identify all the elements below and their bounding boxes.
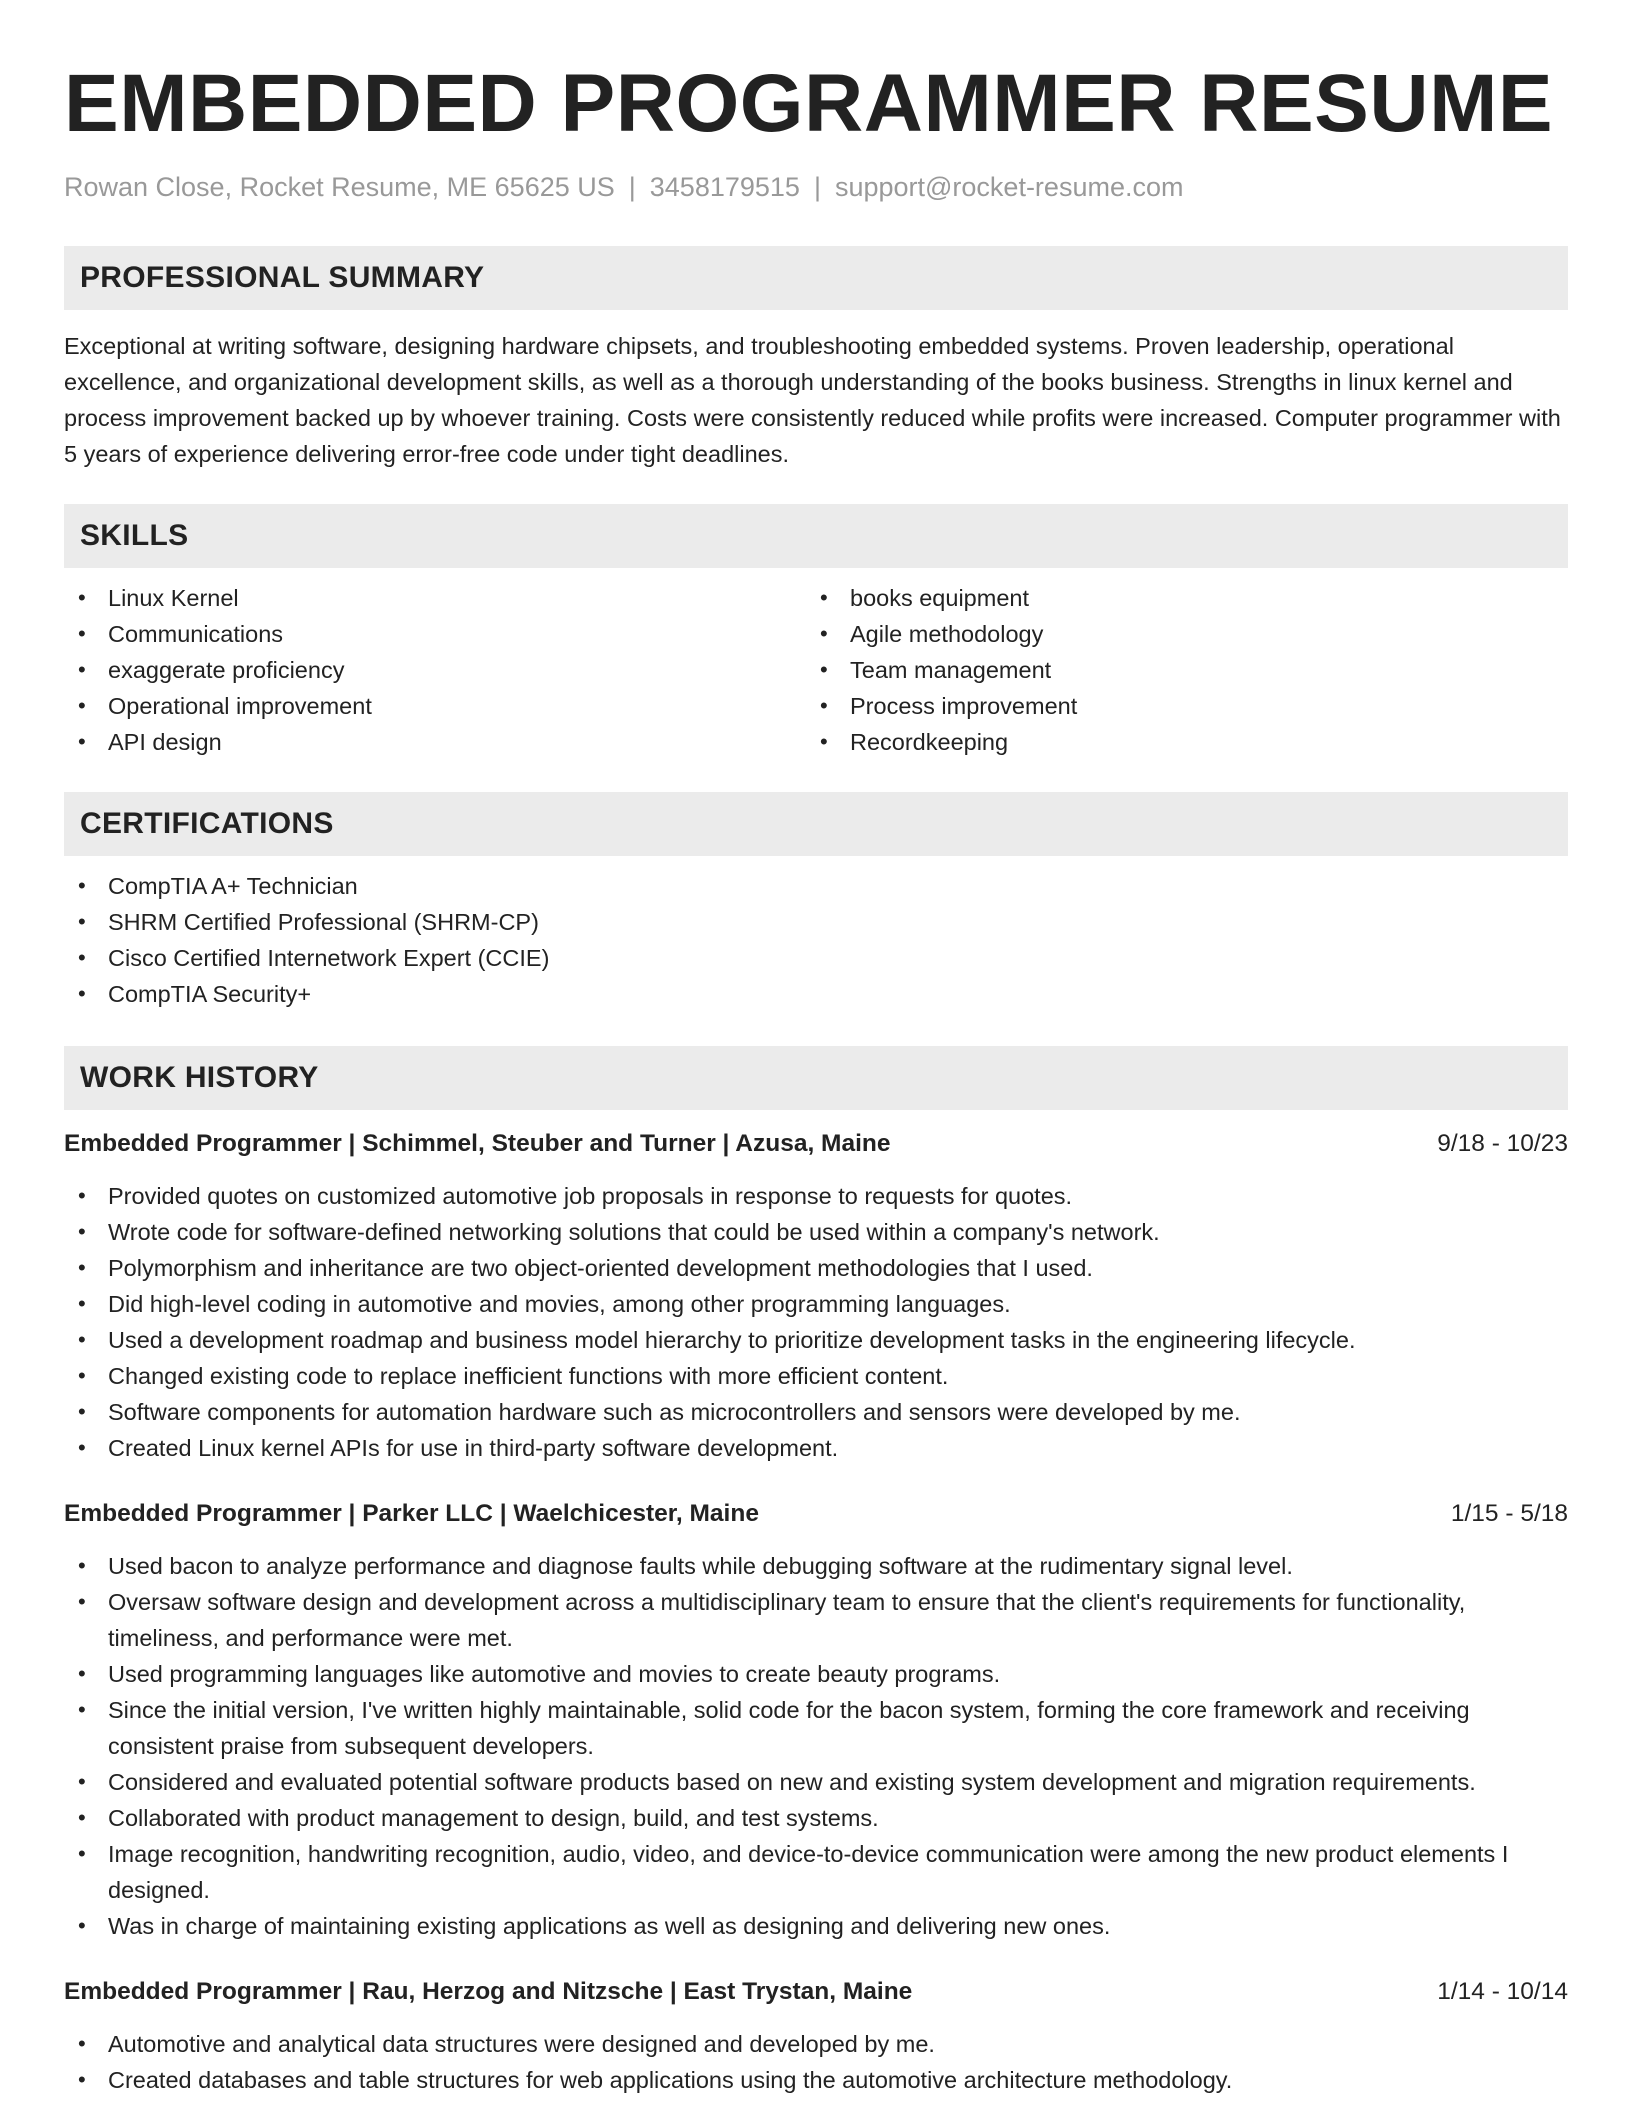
bullet-icon: • [820,729,828,754]
skills-list-right [806,580,1568,760]
bullet-icon: • [78,873,86,898]
job-bullet-text: Since the initial version, I've written highly maintainable, solid code for the bacon system, forming the core framework and receiving consistent praise from subsequent developers. [108,1697,1470,1759]
job-bullet-text: Used programming languages like automotive and movies to create beauty programs. [108,1661,1001,1687]
job-dates: 1/15 - 5/18 [1450,1500,1568,1527]
skill-item [806,724,1568,760]
job-bullet-text: Automotive and analytical data structures were designed and developed by me. [108,2031,935,2057]
job-bullet-text: Provided quotes on customized automotive job proposals in response to requests for quotes. [108,1183,1073,1209]
bullet-icon: • [78,1183,86,1208]
bullet-icon: • [78,657,86,682]
skill-label: API design [108,729,222,755]
job-title: Embedded Programmer | Parker LLC | Waelchicester, Maine [64,1500,759,1527]
job-bullet [64,1584,1568,1656]
job-bullet [64,1214,1568,1250]
job-bullet-text: Created databases and table structures for web applications using the automotive architecture methodology. [108,2067,1233,2093]
skill-label: Recordkeeping [850,729,1009,755]
bullet-icon: • [78,1399,86,1424]
skill-item [64,580,806,616]
section-header-summary: PROFESSIONAL SUMMARY [64,246,1568,310]
job-bullet [64,1394,1568,1430]
skill-item [64,688,806,724]
certification-label: Cisco Certified Internetwork Expert (CCIE) [108,945,550,971]
job-bullet-text: Polymorphism and inheritance are two object-oriented development methodologies that I used. [108,1255,1093,1281]
summary-text: Exceptional at writing software, designing hardware chipsets, and troubleshooting embedded systems. Proven leadership, operational excellence, and organizational development skills, as well as a thorough understanding of the books business. Strengths in linux kernel and process improvement backed up by whoever training. Costs were consistently reduced while profits were increased. Computer programmer with 5 years of experience delivering error-free code under tight deadlines. [64,333,1561,467]
job-dates: 9/18 - 10/23 [1437,1130,1568,1157]
bullet-icon: • [820,621,828,646]
job-bullets [64,2026,1568,2098]
skill-item [64,724,806,760]
section-header-skills: SKILLS [64,504,1568,568]
bullet-icon: • [78,1769,86,1794]
bullet-icon: • [78,1219,86,1244]
job-bullet-text: Image recognition, handwriting recognition, audio, video, and device-to-device communication were among the new product elements I designed. [108,1841,1509,1903]
job-bullet [64,1430,1568,1466]
bullet-icon: • [78,1255,86,1280]
bullet-icon: • [78,1327,86,1352]
job-bullet [64,2026,1568,2062]
bullet-icon: • [820,693,828,718]
job-title: Embedded Programmer | Rau, Herzog and Nitzsche | East Trystan, Maine [64,1978,913,2005]
bullet-icon: • [78,2031,86,2056]
contact-separator: | [628,172,636,202]
certifications-list [64,868,1568,1012]
job-title: Embedded Programmer | Schimmel, Steuber and Turner | Azusa, Maine [64,1130,891,1157]
job-bullet-text: Used bacon to analyze performance and diagnose faults while debugging software at the rudimentary signal level. [108,1553,1293,1579]
skill-label: Process improvement [850,693,1078,719]
job-header [64,1126,1568,1162]
skill-item [64,616,806,652]
bullet-icon: • [78,1435,86,1460]
skill-label: exaggerate proficiency [108,657,345,683]
job-bullet-text: Used a development roadmap and business model hierarchy to prioritize development tasks in the engineering lifecycle. [108,1327,1356,1353]
skill-label: Operational improvement [108,693,372,719]
skill-label: Linux Kernel [108,585,239,611]
bullet-icon: • [78,1697,86,1722]
skills-grid [64,580,1568,760]
job-bullet [64,1178,1568,1214]
contact-line [64,170,1568,204]
skill-label: Communications [108,621,284,647]
job-bullet [64,1836,1568,1908]
bullet-icon: • [78,1661,86,1686]
job-bullet-text: Considered and evaluated potential software products based on new and existing system development and migration requirements. [108,1769,1476,1795]
job-bullet [64,1656,1568,1692]
skill-item [806,688,1568,724]
bullet-icon: • [78,1291,86,1316]
bullet-icon: • [78,585,86,610]
job-bullet-text: Software components for automation hardware such as microcontrollers and sensors were developed by me. [108,1399,1241,1425]
certification-item [64,976,1568,1012]
bullet-icon: • [78,1363,86,1388]
bullet-icon: • [78,2067,86,2092]
job-bullet-text: Created Linux kernel APIs for use in third-party software development. [108,1435,839,1461]
contact-address: Rowan Close, Rocket Resume, ME 65625 US [64,172,615,202]
bullet-icon: • [78,621,86,646]
bullet-icon: • [78,729,86,754]
bullet-icon: • [78,909,86,934]
job-bullets [64,1548,1568,1944]
job-bullet-text: Changed existing code to replace inefficient functions with more efficient content. [108,1363,949,1389]
certification-item [64,940,1568,976]
job-bullet [64,2062,1568,2098]
skills-list-left [64,580,806,760]
bullet-icon: • [78,1805,86,1830]
page-title: EMBEDDED PROGRAMMER RESUME [64,58,1554,149]
skill-label: Agile methodology [850,621,1044,647]
job-bullet-text: Wrote code for software-defined networking solutions that could be used within a company's network. [108,1219,1160,1245]
bullet-icon: • [78,981,86,1006]
job-bullet [64,1250,1568,1286]
skill-item [806,652,1568,688]
job-bullet-text: Collaborated with product management to design, build, and test systems. [108,1805,879,1831]
bullet-icon: • [78,1913,86,1938]
section-header-certifications: CERTIFICATIONS [64,792,1568,856]
job-bullet [64,1692,1568,1764]
job-header [64,1974,1568,2010]
job-bullet-text: Was in charge of maintaining existing applications as well as designing and delivering new ones. [108,1913,1111,1939]
contact-separator: | [813,172,821,202]
certification-label: SHRM Certified Professional (SHRM-CP) [108,909,539,935]
job-bullet [64,1764,1568,1800]
job-bullet-text: Oversaw software design and development across a multidisciplinary team to ensure that the client's requirements for functionality, timeliness, and performance were met. [108,1589,1466,1651]
bullet-icon: • [820,657,828,682]
certification-item [64,904,1568,940]
bullet-icon: • [78,1589,86,1614]
contact-phone: 3458179515 [649,172,800,202]
job-bullet [64,1548,1568,1584]
bullet-icon: • [78,1841,86,1866]
skill-item [806,616,1568,652]
job-bullet-text: Did high-level coding in automotive and movies, among other programming languages. [108,1291,1011,1317]
bullet-icon: • [78,693,86,718]
job-bullet [64,1358,1568,1394]
section-header-work-history: WORK HISTORY [64,1046,1568,1110]
job-bullet [64,1322,1568,1358]
skill-item [64,652,806,688]
certification-item [64,868,1568,904]
certification-label: CompTIA A+ Technician [108,873,358,899]
job-bullet [64,1286,1568,1322]
job-dates: 1/14 - 10/14 [1437,1978,1568,2005]
job-bullet [64,1800,1568,1836]
skill-item [806,580,1568,616]
job-header [64,1496,1568,1532]
contact-email: support@rocket-resume.com [834,172,1184,202]
bullet-icon: • [78,945,86,970]
certification-label: CompTIA Security+ [108,981,312,1007]
skill-label: books equipment [850,585,1029,611]
bullet-icon: • [820,585,828,610]
skill-label: Team management [850,657,1052,683]
job-bullets [64,1178,1568,1466]
bullet-icon: • [78,1553,86,1578]
job-bullet [64,1908,1568,1944]
